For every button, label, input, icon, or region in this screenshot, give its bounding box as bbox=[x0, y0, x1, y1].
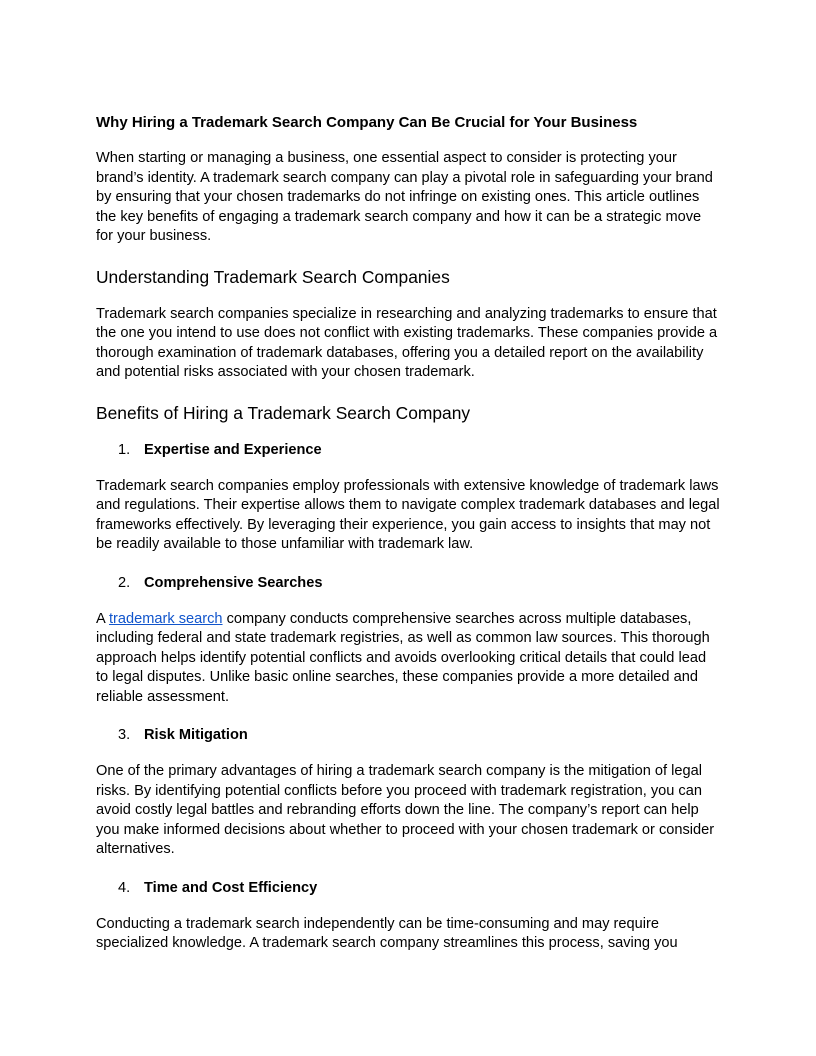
benefit-item-comprehensive bbox=[96, 574, 722, 593]
document-content bbox=[96, 113, 722, 973]
benefit-list-2 bbox=[96, 574, 722, 593]
list-number: 3. bbox=[118, 727, 131, 743]
benefit-label: Time and Cost Efficiency bbox=[144, 879, 318, 896]
intro-paragraph: When starting or managing a business, one essential aspect to consider is protecting your brand’s identity. A trademark search company can play a pivotal role in safeguarding your brand by ensuring that your chosen trademarks do not infringe on existing ones. This article outlines the key benefits of engaging a trademark search company and how it can be a strategic move for your business. bbox=[96, 150, 713, 244]
benefit-label: Risk Mitigation bbox=[144, 727, 248, 743]
paragraph-prefix: A bbox=[96, 610, 109, 627]
benefit-list-1 bbox=[96, 441, 722, 460]
trademark-search-link[interactable]: trademark search bbox=[108, 610, 223, 627]
benefit-list-3 bbox=[96, 726, 722, 745]
paragraph-suffix: company conducts comprehensive searches across multiple databases, including federal and state trademark registries, as well as common law sources. This thorough approach helps identify potential conflicts and avoids overlooking critical details that could lead to legal disputes. Unlike basic online searches, these companies provide a more detailed and reliable assessment. bbox=[96, 610, 710, 705]
list-number: 4. bbox=[118, 879, 131, 896]
benefit-item-risk bbox=[96, 726, 722, 745]
list-number: 1. bbox=[118, 441, 131, 458]
expertise-paragraph: Trademark search companies employ professionals with extensive knowledge of trademark laws and regulations. Their expertise allows them to navigate complex trademark databases and legal frameworks effectively. By leveraging their experience, you gain access to insights that may not be readily available to those unfamiliar with trademark law. bbox=[96, 477, 720, 552]
understanding-paragraph: Trademark search companies specialize in researching and analyzing trademarks to ensure that the one you intend to use does not conflict with existing trademarks. These companies provide a thorough examination of trademark databases, offering you a detailed report on the availability and potential risks associated with your chosen trademark. bbox=[96, 305, 718, 380]
time-cost-paragraph: Conducting a trademark search independently can be time-consuming and may require specialized knowledge. A trademark search company streamlines this process, saving you bbox=[96, 915, 678, 951]
list-number: 2. bbox=[118, 574, 131, 591]
section-heading-benefits: Benefits of Hiring a Trademark Search Company bbox=[96, 402, 471, 423]
benefit-item-expertise bbox=[96, 441, 722, 460]
benefit-label: Expertise and Experience bbox=[144, 441, 322, 458]
section-heading-understanding: Understanding Trademark Search Companies bbox=[96, 266, 450, 287]
risk-paragraph: One of the primary advantages of hiring a trademark search company is the mitigation of legal risks. By identifying potential conflicts before you proceed with trademark registration, you can avoid costly legal battles and rebranding efforts down the line. The company’s report can help you make informed decisions about whether to proceed with your chosen trademark or consider alternatives. bbox=[96, 763, 715, 857]
benefit-item-time-cost bbox=[96, 879, 722, 898]
comprehensive-paragraph bbox=[96, 610, 722, 708]
article-title: Why Hiring a Trademark Search Company Can Be Crucial for Your Business bbox=[96, 114, 638, 131]
benefit-list-4 bbox=[96, 879, 722, 898]
benefit-label: Comprehensive Searches bbox=[144, 574, 323, 591]
